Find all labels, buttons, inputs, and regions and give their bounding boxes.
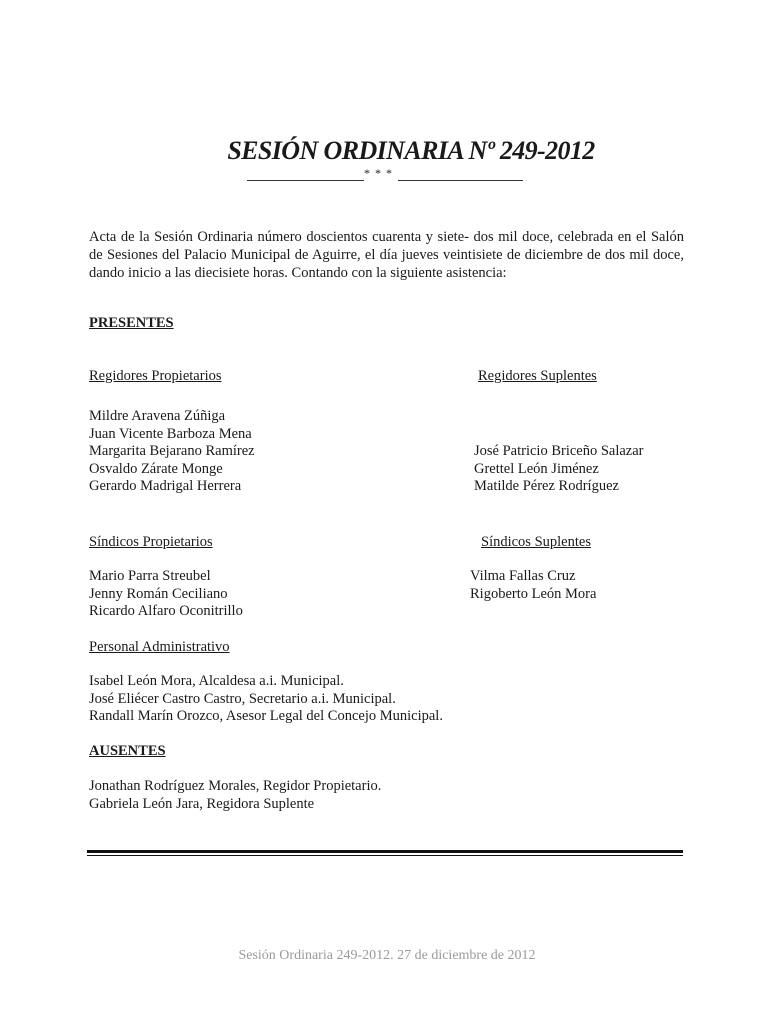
intro-paragraph: Acta de la Sesión Ordinaria número doscientos cuarenta y siete- dos mil doce, celebrada en el Salón de Sesiones del Palacio Municipal de Aguirre, el día jueves veintisiete de diciembre de dos mil doce, dando inicio a las diecisiete horas. Contando con la siguiente asistencia: <box>89 229 684 281</box>
personal-administrativo-list <box>89 673 443 726</box>
list-item: Mildre Aravena Zúñiga <box>89 408 226 424</box>
separator-line-right <box>398 180 523 181</box>
list-item: José Patricio Briceño Salazar <box>474 443 644 459</box>
sindicos-propietarios-heading: Síndicos Propietarios <box>89 534 213 550</box>
list-item: Grettel León Jiménez <box>474 460 599 477</box>
list-item: Jenny Román Ceciliano <box>89 585 228 602</box>
separator-line-left <box>247 180 364 181</box>
list-item: Gerardo Madrigal Herrera <box>89 478 242 494</box>
sindicos-suplentes-heading: Síndicos Suplentes <box>481 534 591 550</box>
presentes-heading: PRESENTES <box>89 315 174 331</box>
separator-stars: * * * <box>364 166 393 180</box>
list-item: Matilde Pérez Rodríguez <box>474 478 619 494</box>
ausentes-heading: AUSENTES <box>89 743 166 759</box>
regidores-suplentes-heading: Regidores Suplentes <box>478 368 597 384</box>
regidores-propietarios-list <box>89 408 255 496</box>
list-item: Gabriela León Jara, Regidora Suplente <box>89 795 315 812</box>
list-item: Juan Vicente Barboza Mena <box>89 425 252 442</box>
list-item: Mario Parra Streubel <box>89 568 211 584</box>
list-item: Jonathan Rodríguez Morales, Regidor Propietario. <box>89 778 382 794</box>
list-item: Ricardo Alfaro Oconitrillo <box>89 603 243 619</box>
personal-administrativo-heading: Personal Administrativo <box>89 639 230 655</box>
list-item: José Eliécer Castro Castro, Secretario a.i. Municipal. <box>89 690 396 707</box>
page-footer: Sesión Ordinaria 249-2012. 27 de diciembre de 2012 <box>238 948 536 963</box>
list-item: Osvaldo Zárate Monge <box>89 460 223 477</box>
regidores-propietarios-heading: Regidores Propietarios <box>89 368 222 384</box>
regidores-suplentes-list <box>474 443 644 496</box>
sindicos-suplentes-list <box>470 568 596 603</box>
list-item: Randall Marín Orozco, Asesor Legal del Concejo Municipal. <box>89 708 443 724</box>
list-item: Margarita Bejarano Ramírez <box>89 443 255 459</box>
footer-rule-thin <box>87 855 683 856</box>
list-item: Vilma Fallas Cruz <box>470 568 576 584</box>
ausentes-list <box>89 778 381 813</box>
list-item: Isabel León Mora, Alcaldesa a.i. Municipal. <box>89 673 344 689</box>
list-item: Rigoberto León Mora <box>470 585 597 602</box>
footer-rule-thick <box>87 850 683 853</box>
page-title: SESIÓN ORDINARIA Nº 249-2012 <box>227 136 595 165</box>
sindicos-propietarios-list <box>89 568 243 621</box>
